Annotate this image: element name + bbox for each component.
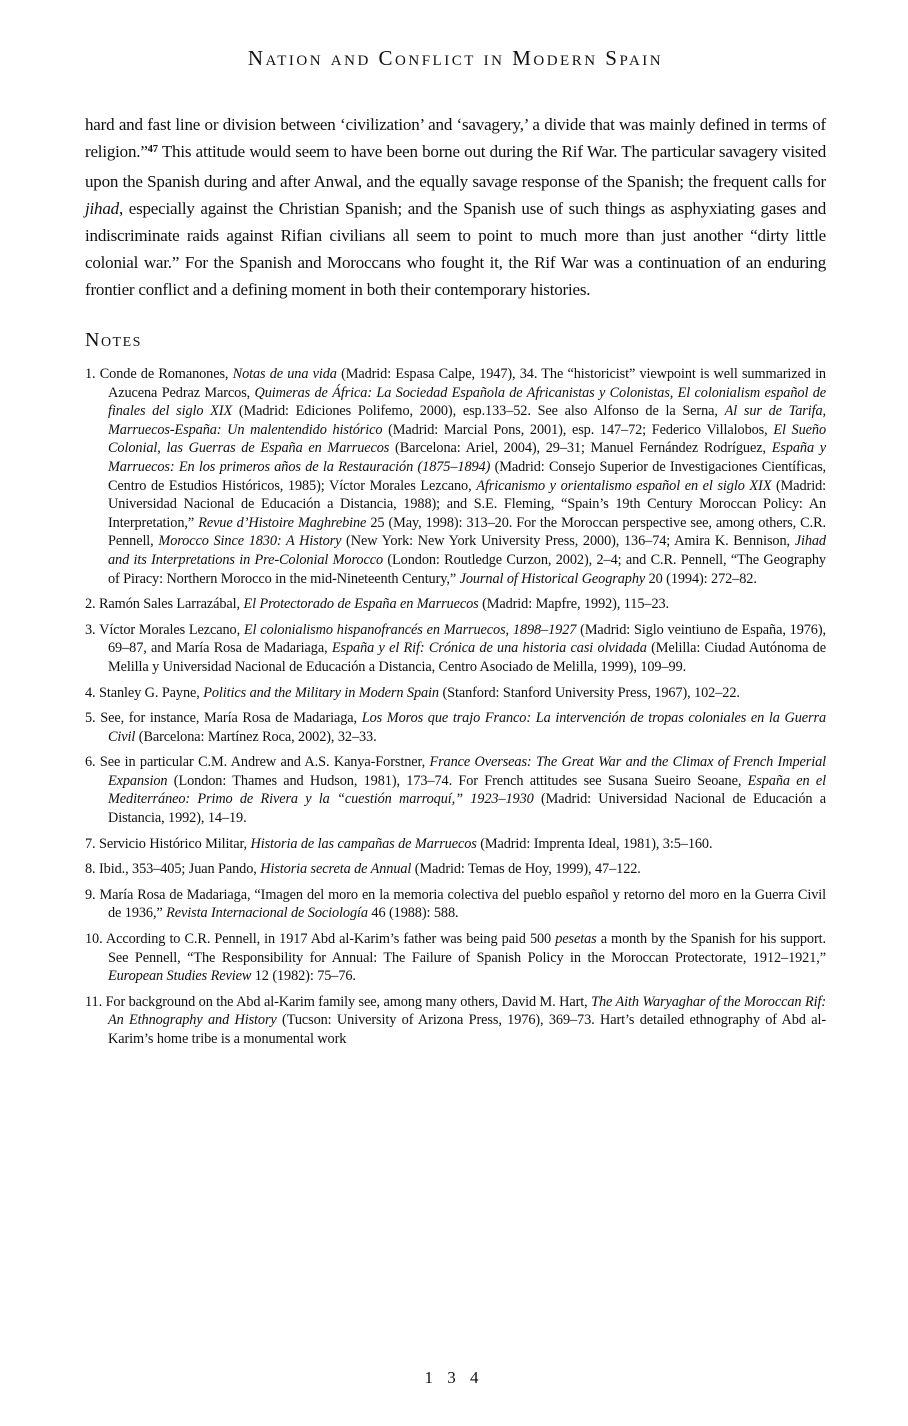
note-number: 11.: [85, 993, 106, 1010]
note-number: 7.: [85, 835, 99, 852]
note-number: 6.: [85, 754, 100, 771]
note-number: 4.: [85, 684, 99, 701]
note-number: 10.: [85, 931, 106, 948]
running-head-title: Nation and Conflict in Modern Spain: [247, 46, 664, 70]
note-number: 8.: [85, 861, 99, 878]
note-item: 6. See in particular C.M. Andrew and A.S. Kanya-Forstner, France Overseas: The Great War and the Climax of French Imperial Expansion (London: Thames and Hudson, 1981), 173–74. For French attitudes see Susana Sueiro Seoane, España en el Mediterráneo: Primo de Rivera y la “cuestión marroquí,” 1923–1930 (Madrid: Universidad Nacional de Educación a Distancia, 1992), 14–19.: [85, 754, 827, 827]
page-number: 1 3 4: [424, 1368, 484, 1387]
note-item: 1. Conde de Romanones, Notas de una vida (Madrid: Espasa Calpe, 1947), 34. The “historicist” viewpoint is well summarized in Azucena Pedraz Marcos, Quimeras de África: La Sociedad Española de Africanistas y Colonistas, El colonialism español de finales del siglo XIX (Madrid: Ediciones Polifemo, 2000), esp.133–52. See also Alfonso de la Serna, Al sur de Tarifa, Marruecos-España: Un malentendido histórico (Madrid: Marcial Pons, 2001), esp. 147–72; Federico Villalobos, El Sueño Colonial, las Guerras de España en Marruecos (Barcelona: Ariel, 2004), 29–31; Manuel Fernández Rodríguez, España y Marruecos: En los primeros años de la Restauración (1875–1894) (Madrid: Consejo Superior de Investigaciones Científicas, Centro de Estudios Históricos, 1985); Víctor Morales Lezcano, Africanismo y orientalismo español en el siglo XIX (Madrid: Universidad Nacional de Educación a Distancia, 1988); and S.E. Fleming, “Spain’s 19th Century Moroccan Policy: An Interpretation,” Revue d’Histoire Maghrebine 25 (May, 1998): 313–20. For the Moroccan perspective see, among others, C.R. Pennell, Morocco Since 1830: A History (New York: New York University Press, 2000), 136–74; Amira K. Bennison, Jihad and its Interpretations in Pre-Colonial Morocco (London: Routledge Curzon, 2002), 2–4; and C.R. Pennell, “The Geography of Piracy: Northern Morocco in the mid-Nineteenth Century,” Journal of Historical Geography 20 (1994): 272–82.: [85, 366, 827, 587]
body-paragraph: hard and fast line or division between ‘civilization’ and ‘savagery,’ a divide that was mainly defined in terms of religion.”$^{47}$ This attitude would seem to have been borne out during the Rif War. The particular savagery visited upon the Spanish during and after Anwal, and the equally savage response of the Spanish; the frequent calls for jihad, especially against the Christian Spanish; and the Spanish use of such things as asphyxiating gases and indiscriminate raids against Rifian civilians all seem to point to much more than just another “dirty little colonial war.” For the Spanish and Moroccans who fought it, the Rif War was a continuation of an enduring frontier conflict and a defining moment in both their contemporary histories.: [85, 115, 826, 299]
note-item: 8. Ibid., 353–405; Juan Pando, Historia secreta de Annual (Madrid: Temas de Hoy, 1999), 47–122.: [85, 861, 641, 878]
note-number: 3.: [85, 621, 100, 638]
book-page: [0, 46, 908, 1426]
notes-section-heading: Notes: [85, 329, 142, 351]
note-item: 11. For background on the Abd al-Karim family see, among many others, David M. Hart, The Aith Waryaghar of the Moroccan Rif: An Ethnography and History (Tucson: University of Arizona Press, 1976), 369–73. Hart’s detailed ethnography of Abd al-Karim’s home tribe is a monumental work: [85, 993, 826, 1047]
note-item: 7. Servicio Histórico Militar, Historia de las campañas de Marruecos (Madrid: Imprenta Ideal, 1981), 3:5–160.: [85, 835, 713, 852]
note-number: 2.: [85, 596, 99, 613]
note-number: 9.: [85, 886, 100, 903]
note-item: 10. According to C.R. Pennell, in 1917 Abd al-Karim’s father was being paid 500 pesetas a month by the Spanish for his support. See Pennell, “The Responsibility for Annual: The Failure of Spanish Policy in the Moroccan Protectorate, 1912–1921,” European Studies Review 12 (1982): 75–76.: [85, 931, 826, 985]
note-item: 3. Víctor Morales Lezcano, El colonialismo hispanofrancés en Marruecos, 1898–1927 (Madrid: Siglo veintiuno de España, 1976), 69–87, and María Rosa de Madariaga, España y el Rif: Crónica de una historia casi olvidada (Melilla: Ciudad Autónoma de Melilla y Universidad Nacional de Educación a Distancia, Centro Asociado de Melilla, 1999), 109–99.: [85, 621, 826, 675]
note-item: 5. See, for instance, María Rosa de Madariaga, Los Moros que trajo Franco: La intervención de tropas coloniales en la Guerra Civil (Barcelona: Martínez Roca, 2002), 32–33.: [85, 710, 826, 745]
note-item: 4. Stanley G. Payne, Politics and the Military in Modern Spain (Stanford: Stanford University Press, 1967), 102–22.: [85, 684, 740, 701]
note-item: 2. Ramón Sales Larrazábal, El Protectorado de España en Marruecos (Madrid: Mapfre, 1992), 115–23.: [85, 596, 670, 613]
note-number: 1.: [85, 366, 100, 382]
note-number: 5.: [85, 710, 101, 727]
note-item: 9. María Rosa de Madariaga, “Imagen del moro en la memoria colectiva del pueblo español y retorno del moro en la Guerra Civil de 1936,” Revista Internacional de Sociología 46 (1988): 588.: [85, 886, 827, 922]
notes-list: [85, 365, 826, 1049]
